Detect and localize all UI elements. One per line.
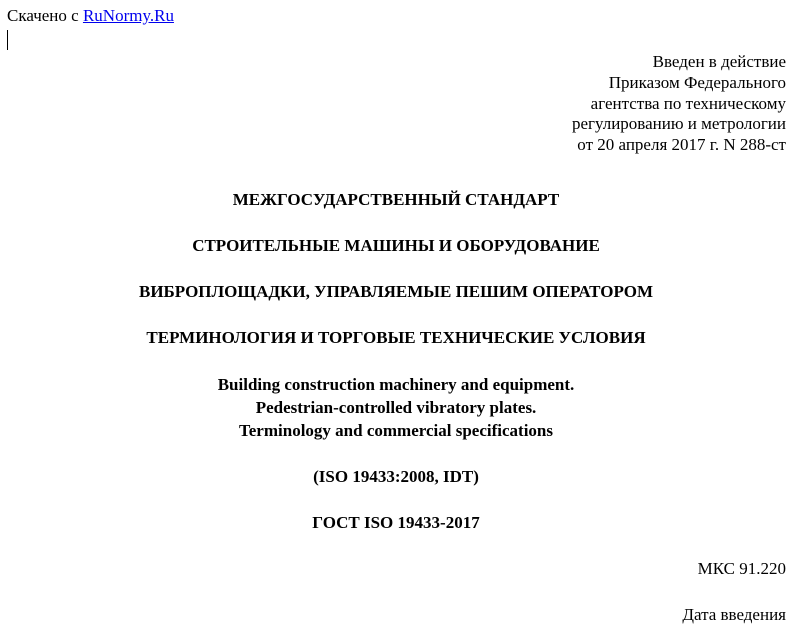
iso-reference: (ISO 19433:2008, IDT) — [313, 467, 479, 486]
enactment-block — [572, 52, 786, 156]
english-title-line-3: Terminology and commercial specifications — [238, 421, 553, 440]
runormy-link[interactable]: RuNormy.Ru — [82, 6, 174, 25]
english-title-line-2: Pedestrian-controlled vibratory plates. — [255, 398, 537, 417]
enactment-line-2: Приказом Федерального — [608, 72, 786, 92]
title-line-2: ВИБРОПЛОЩАДКИ, УПРАВЛЯЕМЫЕ ПЕШИМ ОПЕРАТОРОМ — [138, 282, 654, 301]
enactment-line-3: агентства по техническому — [590, 93, 786, 113]
english-title-line-1: Building construction machinery and equipment. — [217, 375, 575, 394]
enactment-line-1: Введен в действие — [652, 52, 786, 71]
enactment-line-5: от 20 апреля 2017 г. N 288-ст — [577, 135, 786, 155]
text-cursor — [7, 30, 8, 50]
gost-designation: ГОСТ ISO 19433-2017 — [312, 513, 480, 532]
downloaded-prefix: Скачено с — [7, 6, 79, 25]
intro-date-label: Дата введения — [682, 605, 786, 624]
title-line-3: ТЕРМИНОЛОГИЯ И ТОРГОВЫЕ ТЕХНИЧЕСКИЕ УСЛОВИЯ — [146, 328, 646, 347]
mks-code: МКС 91.220 — [697, 559, 786, 578]
downloaded-from-line — [7, 6, 174, 26]
title-line-1: СТРОИТЕЛЬНЫЕ МАШИНЫ И ОБОРУДОВАНИЕ — [192, 236, 600, 255]
enactment-line-4: регулированию и метрологии — [571, 114, 786, 134]
standard-type-heading: МЕЖГОСУДАРСТВЕННЫЙ СТАНДАРТ — [232, 190, 560, 209]
